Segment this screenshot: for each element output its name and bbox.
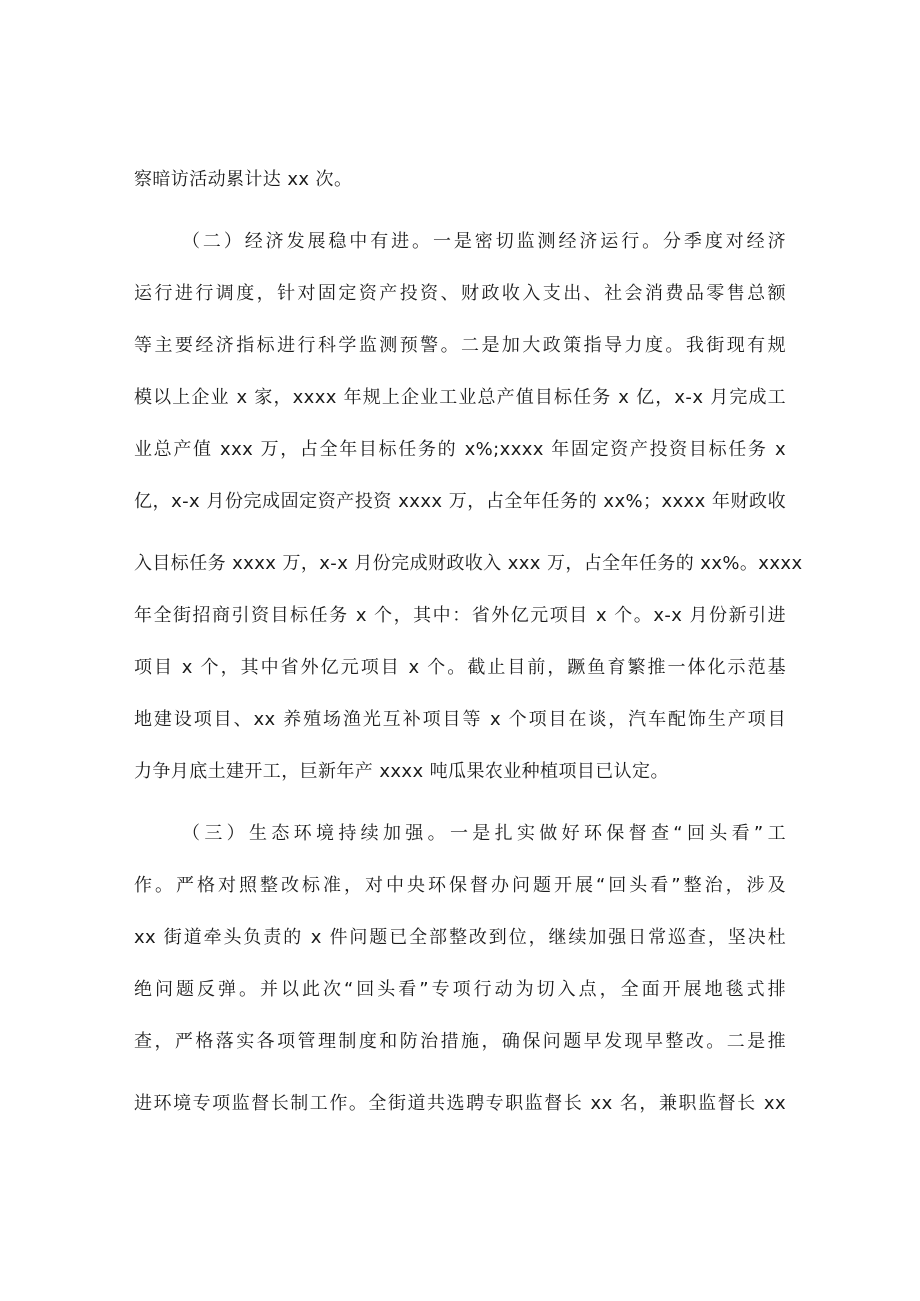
text-line: 察暗访活动累计达 xx 次。 <box>134 169 353 190</box>
section-heading-line: （二）经济发展稳中有进。一是密切监测经济运行。分季度对经济 <box>182 231 786 252</box>
text-line: 年全街招商引资目标任务 x 个，其中：省外亿元项目 x 个。x-x 月份新引进 <box>134 605 786 626</box>
text-line: 等主要经济指标进行科学监测预警。二是加大政策指导力度。我街现有规 <box>134 335 786 356</box>
text-line: 作。严格对照整改标准，对中央环保督办问题开展“回头看”整治，涉及 <box>134 875 786 896</box>
text-line: 进环境专项监督长制工作。全街道共选聘专职监督长 xx 名，兼职监督长 xx <box>134 1093 786 1114</box>
text-line: 地建设项目、xx 养殖场渔光互补项目等 x 个项目在谈，汽车配饰生产项目 <box>134 709 786 730</box>
text-line: xx 街道牵头负责的 x 件问题已全部整改到位，继续加强日常巡查，坚决杜 <box>134 927 786 948</box>
text-line: 查，严格落实各项管理制度和防治措施，确保问题早发现早整改。二是推 <box>134 1031 786 1052</box>
text-line: 力争月底土建开工，巨新年产 xxxx 吨瓜果农业种植项目已认定。 <box>134 761 669 782</box>
text-line: 亿，x-x 月份完成固定资产投资 xxxx 万，占全年任务的 xx%；xxxx 年财政收 <box>134 491 786 512</box>
text-line: 绝问题反弹。并以此次“回头看”专项行动为切入点，全面开展地毯式排 <box>134 979 786 1000</box>
text-line: 业总产值 xxx 万，占全年目标任务的 x%;xxxx 年固定资产投资目标任务 x <box>134 439 786 460</box>
text-line: 项目 x 个，其中省外亿元项目 x 个。截止目前，蹶鱼育繁推一体化示范基 <box>134 657 786 678</box>
section-heading-line: （三）生态环境持续加强。一是扎实做好环保督查“回头看”工 <box>182 823 786 844</box>
text-line: 入目标任务 xxxx 万，x-x 月份完成财政收入 xxx 万，占全年任务的 xx%。xxxx <box>134 553 803 574</box>
text-line: 模以上企业 x 家，xxxx 年规上企业工业总产值目标任务 x 亿，x-x 月完成工 <box>134 387 786 408</box>
text-line: 运行进行调度，针对固定资产投资、财政收入支出、社会消费品零售总额 <box>134 283 786 304</box>
